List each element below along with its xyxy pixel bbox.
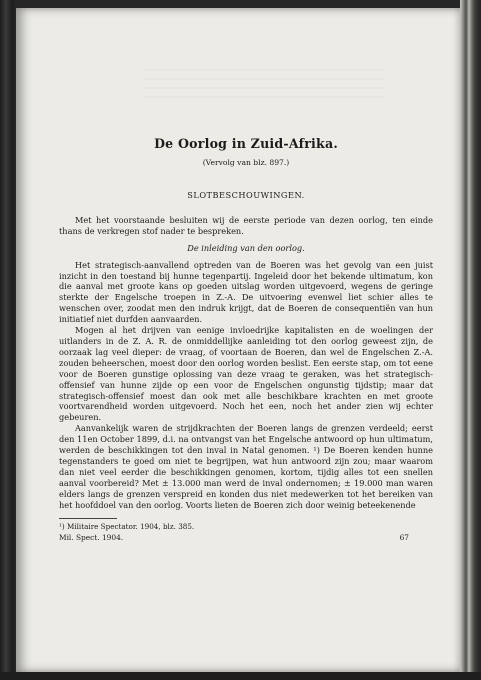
article-subtitle: (Vervolg van blz. 897.) xyxy=(202,158,290,167)
page-footer xyxy=(59,532,433,543)
subheading: De inleiding van den oorlog. xyxy=(187,242,305,253)
footnote: ¹) Militaire Spectator. 1904, blz. 385. xyxy=(59,522,195,532)
book-spine-edge xyxy=(460,0,481,680)
body-paragraph-2: Mogen al het drijven van eenige invloedrijke kapitalisten en de woelingen der uitlanders in de Z. A. R. de onmiddellijke aanleiding tot den oorlog geweest zijn, de oorzaak lag veel dieper: de vraag, of voortaan de Boeren, dan wel de Engelschen Z.-A. zouden beheerschen, moest door den oorlog worden beslist. Een eerste stap, om tot eene voor de Boeren gunstige oplossing van deze vraag te geraken, was het strategisch-offensief van hunne zijde op een voor de Engelschen ongunstig tijdstip; maar dat strategisch-offensief moest dan ook met alle beschikbare krachten en met groote voortvarendheid worden uitgevoerd. Noch het een, noch het ander zien wij echter gebeuren. xyxy=(59,325,433,423)
section-heading: SLOTBESCHOUWINGEN. xyxy=(187,190,305,200)
footnote-divider xyxy=(59,518,117,519)
page-number: 67 xyxy=(399,533,409,543)
body-paragraph-1: Het strategisch-aanvallend optreden van de Boeren was het gevolg van een juist inzicht in den toestand bij hunne tegenpartij. Ingeleid door het bekende ultimatum, kon die aanval met groote kans op goeden uitslag worden uitgevoerd, wegens de geringe sterkte der Engelsche troepen in Z.-A. De uitvoering evenwel liet schier alles te wenschen over, zoodat men den indruk krijgt, dat de Boeren de consequentiën van hun initiatief niet durfden aanvaarden. xyxy=(59,259,433,325)
scan-bottom-border xyxy=(0,672,481,680)
body-paragraph-3: Aanvankelijk waren de strijdkrachten der Boeren langs de grenzen verdeeld; eerst den 11en October 1899, d.i. na ontvangst van het Engelsche antwoord op hun ultimatum, werden de beschikkingen tot den inval in Natal genomen. ¹) De Boeren kenden hunne tegenstanders te goed om niet te begrijpen, wat hun antwoord zijn zou; maar waarom dan niet veel eerder die beschikkingen genomen, kortom, tijdig alles tot een snellen aanval voorbereid? Met ± 13.000 man werd de inval ondernomen; ± 19.000 man waren elders langs de grenzen verspreid en konden dus niet medewerken tot het bereiken van het hoofddoel van den oorlog. Voorts lieten de Boeren zich door weinig beteekenende xyxy=(59,423,433,510)
journal-reference: Mil. Spect. 1904. xyxy=(59,533,124,543)
intro-paragraph: Met het voorstaande besluiten wij de eerste periode van dezen oorlog, ten einde thans de verkregen stof nader te bespreken. xyxy=(59,214,433,236)
article-title: De Oorlog in Zuid-Afrika. xyxy=(154,136,338,151)
page-content xyxy=(59,128,433,543)
show-through-text xyxy=(144,68,384,98)
